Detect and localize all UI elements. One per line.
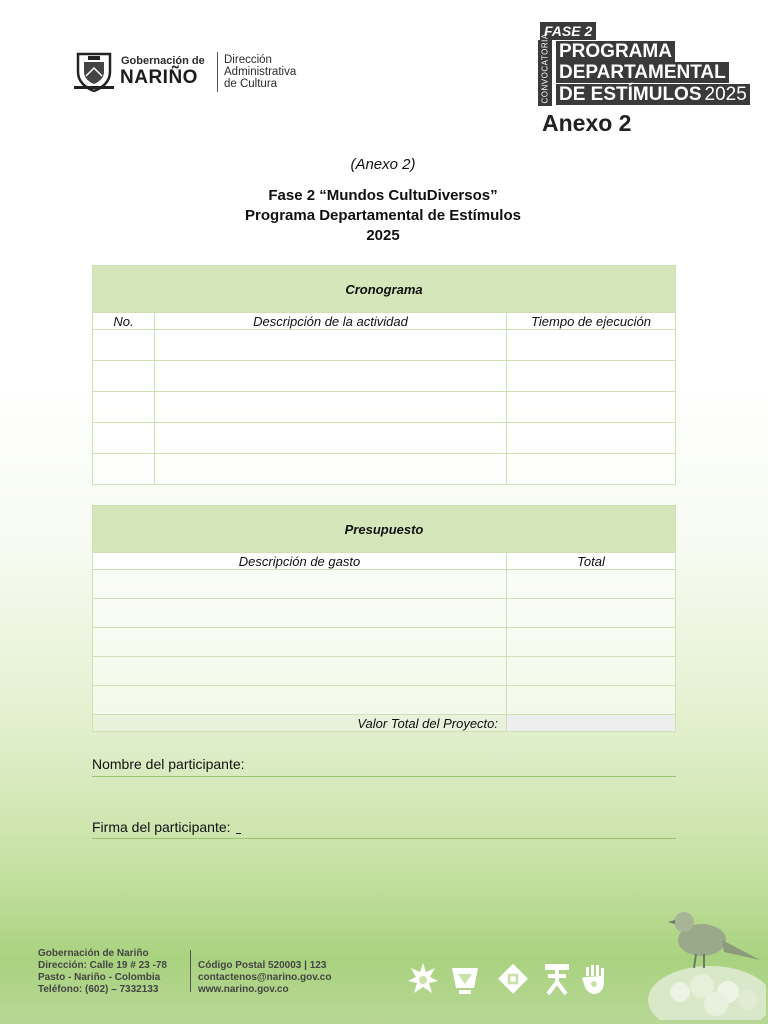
cell-gasto[interactable] <box>93 686 507 715</box>
cell-tiempo[interactable] <box>507 330 676 361</box>
firma-underscore <box>236 833 241 834</box>
cell-no[interactable] <box>93 392 155 423</box>
convocatoria-text: CONVOCATORIA <box>540 33 550 104</box>
direccion-line-1: Dirección <box>224 54 272 66</box>
gov-label-big: NARIÑO <box>120 67 198 88</box>
col-header-gasto: Descripción de gasto <box>93 553 507 570</box>
program-line-3 <box>556 84 750 105</box>
cell-descripcion[interactable] <box>155 392 507 423</box>
valor-total-value[interactable] <box>507 715 676 732</box>
spiral-emblem-icon <box>498 962 528 996</box>
footer-email[interactable]: contactenos@narino.gov.co <box>198 972 332 983</box>
doc-title-line-3: 2025 <box>366 227 400 244</box>
cell-tiempo[interactable] <box>507 361 676 392</box>
presupuesto-title: Presupuesto <box>93 506 676 553</box>
cell-gasto[interactable] <box>93 628 507 657</box>
cell-no[interactable] <box>93 361 155 392</box>
firma-line[interactable] <box>92 838 676 839</box>
direccion-line-3: de Cultura <box>224 78 278 90</box>
col-header-total: Total <box>507 553 676 570</box>
col-header-descripcion: Descripción de la actividad <box>155 313 507 330</box>
header-divider <box>217 52 218 92</box>
bowl-emblem-icon <box>450 962 480 996</box>
cell-total[interactable] <box>507 570 676 599</box>
footer-gov: Gobernación de Nariño <box>38 948 149 959</box>
gobernacion-crest-icon <box>74 50 114 92</box>
col-header-no: No. <box>93 313 155 330</box>
footer-divider <box>190 950 191 992</box>
footer-phone: Teléfono: (602) – 7332133 <box>38 984 159 995</box>
table-row <box>93 628 676 657</box>
cell-tiempo[interactable] <box>507 454 676 485</box>
convocatoria-badge <box>538 33 552 106</box>
cell-total[interactable] <box>507 657 676 686</box>
table-row <box>93 330 676 361</box>
program-line-1: PROGRAMA <box>556 41 675 62</box>
table-row <box>93 599 676 628</box>
cell-tiempo[interactable] <box>507 392 676 423</box>
anexo-badge: Anexo 2 <box>542 110 632 136</box>
cell-descripcion[interactable] <box>155 330 507 361</box>
footer-web[interactable]: www.narino.gov.co <box>198 984 289 995</box>
table-row <box>93 392 676 423</box>
cell-gasto[interactable] <box>93 599 507 628</box>
cell-no[interactable] <box>93 454 155 485</box>
table-row <box>93 423 676 454</box>
program-line-3-text: DE ESTÍMULOS <box>559 84 702 105</box>
cronograma-title: Cronograma <box>93 266 676 313</box>
table-row <box>93 686 676 715</box>
table-row <box>93 454 676 485</box>
cell-tiempo[interactable] <box>507 423 676 454</box>
sun-emblem-icon <box>408 962 438 996</box>
gov-label-small: Gobernación de <box>121 55 205 67</box>
doc-title-line-1: Fase 2 “Mundos CultuDiversos” <box>268 187 498 204</box>
firma-label: Firma del participante: <box>92 819 231 835</box>
table-row <box>93 657 676 686</box>
cell-no[interactable] <box>93 330 155 361</box>
valor-total-label: Valor Total del Proyecto: <box>93 715 507 732</box>
col-header-tiempo: Tiempo de ejecución <box>507 313 676 330</box>
bird-on-flowers-image <box>640 900 766 1020</box>
cell-no[interactable] <box>93 423 155 454</box>
program-year: 2025 <box>704 84 747 105</box>
cell-descripcion[interactable] <box>155 361 507 392</box>
hand-emblem-icon <box>580 962 610 996</box>
program-line-2: DEPARTAMENTAL <box>556 62 729 83</box>
anexo-subtitle: (Anexo 2) <box>350 156 416 173</box>
cell-total[interactable] <box>507 686 676 715</box>
footer-address: Dirección: Calle 19 # 23 -78 <box>38 960 167 971</box>
cell-descripcion[interactable] <box>155 423 507 454</box>
footer-city: Pasto - Nariño - Colombia <box>38 972 161 983</box>
presupuesto-table <box>92 505 676 732</box>
cronograma-table <box>92 265 676 485</box>
table-row <box>93 570 676 599</box>
footer-postal: Código Postal 520003 | 123 <box>198 960 327 971</box>
cell-total[interactable] <box>507 628 676 657</box>
cell-gasto[interactable] <box>93 657 507 686</box>
table-row <box>93 361 676 392</box>
cell-total[interactable] <box>507 599 676 628</box>
nombre-label: Nombre del participante: <box>92 756 245 772</box>
fase-badge: FASE 2 <box>540 22 596 40</box>
cell-descripcion[interactable] <box>155 454 507 485</box>
doc-title-line-2: Programa Departamental de Estímulos <box>245 207 521 224</box>
figure-emblem-icon <box>542 962 572 996</box>
cell-gasto[interactable] <box>93 570 507 599</box>
direccion-line-2: Administrativa <box>224 66 297 78</box>
nombre-line[interactable] <box>92 776 676 777</box>
